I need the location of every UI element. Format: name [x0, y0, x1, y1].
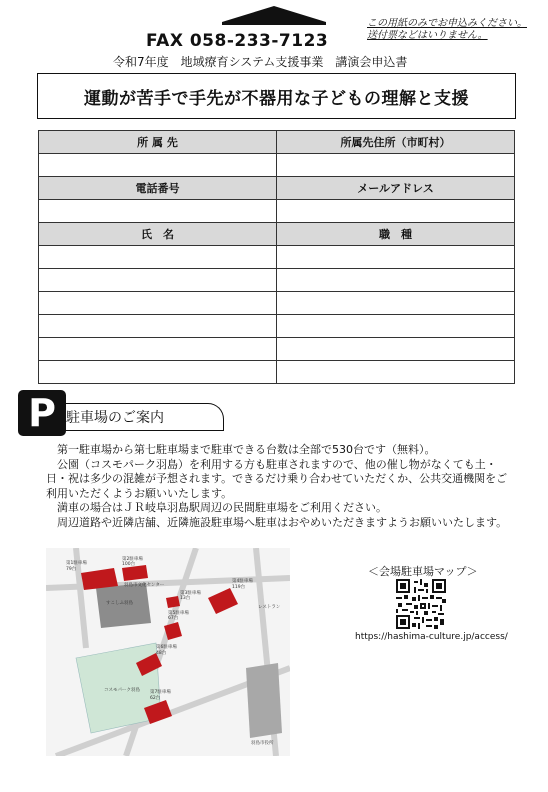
submission-note-line2: 送付票などはいりません。 [367, 30, 488, 41]
form-header-row [39, 131, 515, 154]
parking-p-icon: P [18, 390, 66, 436]
header-triangle-base [222, 22, 326, 25]
parking-paragraph: 公園（コスモパーク羽島）を利用する方も駐車されますので、他の催し物がなくても土・日・祝は多少の混雑が予想されます。できるだけ乗り合わせていただくか、公共交通機関をご利用いただくようお願いいたします。 [46, 457, 508, 500]
attendee-row [39, 269, 515, 292]
parking-paragraph: 周辺道路や近隣店舗、近隣施設駐車場へ駐車はおやめいただきますようお願いいたします。 [57, 515, 508, 529]
parking-lot-7-count: 62台 [150, 696, 161, 701]
name-field[interactable] [39, 315, 277, 338]
submission-note [367, 18, 527, 42]
parking-lot-5-count: 67台 [168, 616, 179, 621]
parking-paragraph: 満車の場合はＪＲ岐阜羽島駅周辺の民間駐車場をご利用ください。 [57, 501, 387, 514]
attendee-row [39, 361, 515, 384]
parking-lot-6-label: 第6駐車場 [156, 645, 177, 650]
map-caption: ＜会場駐車場マップ＞ [368, 565, 478, 578]
parking-heading: 駐車場のご案内 [66, 410, 164, 426]
name-header: 氏 名 [39, 223, 277, 246]
occupation-field[interactable] [277, 315, 515, 338]
map-url-link[interactable]: https://hashima-culture.jp/access/ [355, 632, 508, 642]
name-field[interactable] [39, 246, 277, 269]
parking-lot-3-label: 第3駐車場 [180, 591, 201, 596]
parking-lot-6-count: 48台 [156, 651, 167, 656]
occupation-field[interactable] [277, 292, 515, 315]
name-field[interactable] [39, 338, 277, 361]
parking-paragraph: 第一駐車場から第七駐車場まで駐車できる台数は全部で530台です（無料）。 [57, 443, 436, 456]
office-building [246, 663, 282, 738]
occupation-field[interactable] [277, 246, 515, 269]
parking-lot-1-label: 第1駐車場 [66, 561, 87, 566]
form-input-row [39, 200, 515, 223]
attendee-row [39, 246, 515, 269]
parking-lot-4-label: 第4駐車場 [232, 579, 253, 584]
attendee-row [39, 292, 515, 315]
email-header: メールアドレス [277, 177, 515, 200]
affiliation-address-header: 所属先住所（市町村） [277, 131, 515, 154]
parking-map [46, 548, 290, 756]
form-header-row [39, 177, 515, 200]
form-header-row [39, 223, 515, 246]
restaurant-label: レストラン [258, 605, 281, 610]
affiliation-header: 所 属 先 [39, 131, 277, 154]
form-input-row [39, 154, 515, 177]
submission-note-line1: この用紙のみでお申込みください。 [367, 18, 527, 29]
name-field[interactable] [39, 361, 277, 384]
parking-lot-4-count: 119台 [232, 585, 246, 590]
occupation-field[interactable] [277, 361, 515, 384]
parking-lot-7-label: 第7駐車場 [150, 690, 171, 695]
application-form-table [38, 130, 515, 384]
hall-label: すこしふ羽島 [106, 601, 133, 606]
parking-lot-3 [166, 596, 180, 608]
center-label: 羽島市文化センター [124, 583, 165, 588]
lecture-title-box [37, 73, 516, 119]
parking-lot-3-count: 13台 [180, 596, 191, 601]
parking-lot-2-label: 第2駐車場 [122, 557, 143, 562]
form-subtitle: 令和7年度 地域療育システム支援事業 講演会申込書 [113, 55, 408, 69]
header-triangle-mark [222, 6, 326, 22]
occupation-header: 職 種 [277, 223, 515, 246]
parking-info-text [46, 443, 516, 530]
affiliation-field[interactable] [39, 154, 277, 177]
attendee-row [39, 338, 515, 361]
email-field[interactable] [277, 200, 515, 223]
occupation-field[interactable] [277, 338, 515, 361]
park-label: コスモパーク羽島 [104, 688, 140, 693]
parking-lot-2-count: 100台 [122, 562, 136, 567]
occupation-field[interactable] [277, 269, 515, 292]
parking-lot-1-count: 79台 [66, 567, 77, 572]
fax-number: FAX 058-233-7123 [146, 31, 329, 51]
phone-header: 電話番号 [39, 177, 277, 200]
affiliation-address-field[interactable] [277, 154, 515, 177]
parking-lot-5-label: 第5駐車場 [168, 611, 189, 616]
name-field[interactable] [39, 292, 277, 315]
office-label: 羽島市役所 [251, 741, 274, 746]
phone-field[interactable] [39, 200, 277, 223]
name-field[interactable] [39, 269, 277, 292]
attendee-row [39, 315, 515, 338]
lecture-title: 運動が苦手で手先が不器用な子どもの理解と支援 [84, 88, 469, 109]
qr-code-icon[interactable] [396, 579, 446, 629]
